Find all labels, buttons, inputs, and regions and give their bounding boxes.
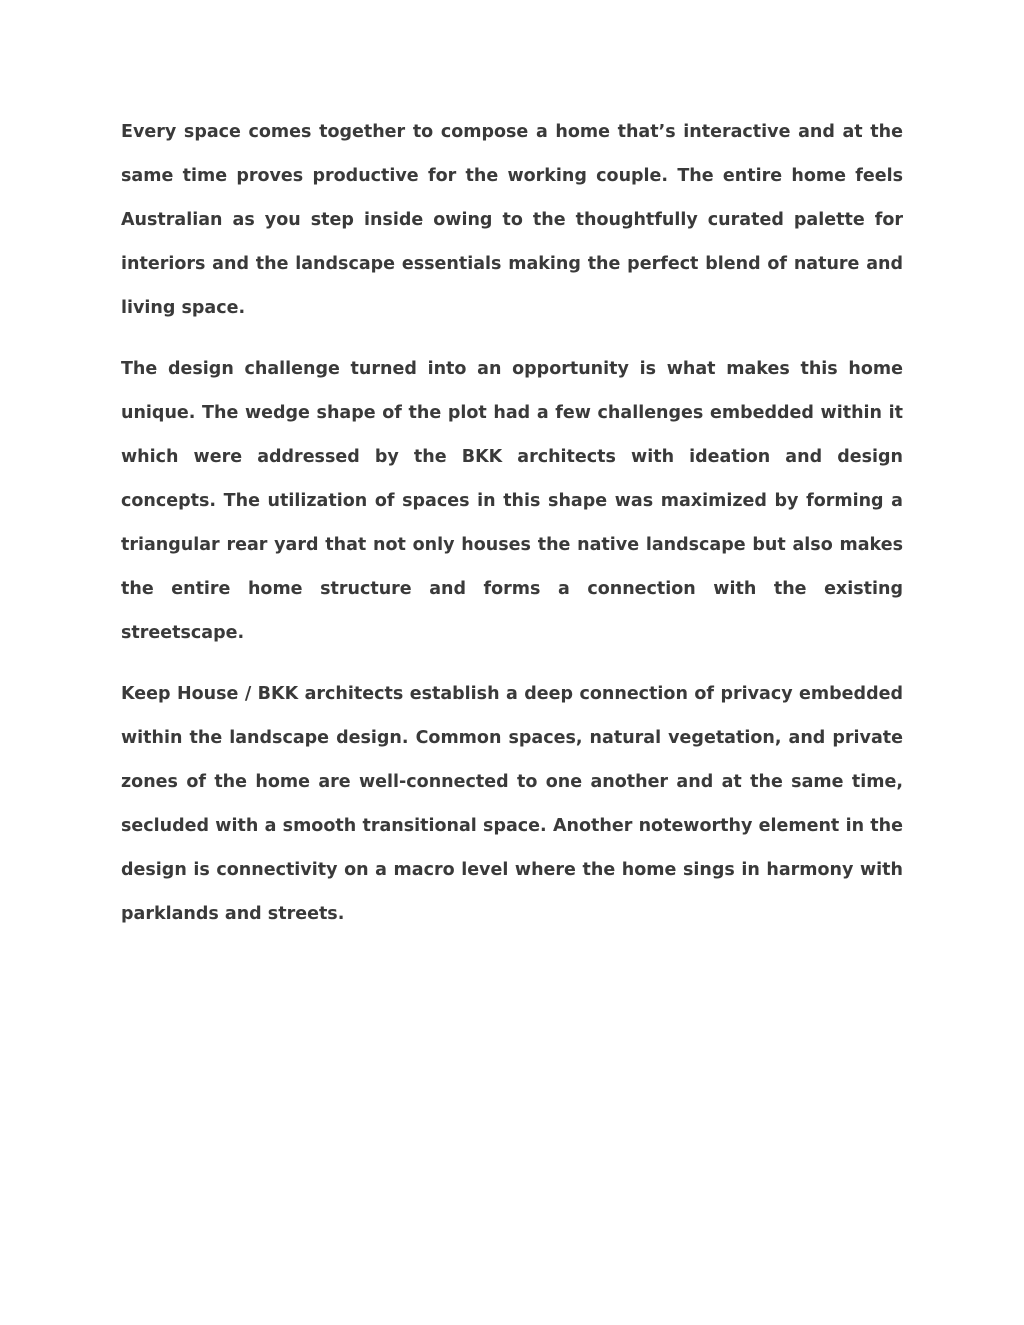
paragraph-home-overview: Every space comes together to compose a home that’s interactive and at the same time proves productive for the working couple. The entire home feels Australian as you step inside owing to the thoughtfully curated palette for interiors and the landscape essentials making the perfect blend of nature and living space. (121, 122, 903, 318)
paragraph-design-challenge: The design challenge turned into an opportunity is what makes this home unique. The wedge shape of the plot had a few challenges embedded within it which were addressed by the BKK architects with ideation and design concepts. The utilization of spaces in this shape was maximized by forming a triangular rear yard that not only houses the native landscape but also makes the entire home structure and forms a connection with the existing streetscape. (121, 359, 903, 643)
paragraph-privacy-connection: Keep House / BKK architects establish a deep connection of privacy embedded within the landscape design. Common spaces, natural vegetation, and private zones of the home are well-connected to one another and at the same time, secluded with a smooth transitional space. Another noteworthy element in the design is connectivity on a macro level where the home sings in harmony with parklands and streets. (121, 684, 903, 924)
document-body (121, 110, 903, 953)
